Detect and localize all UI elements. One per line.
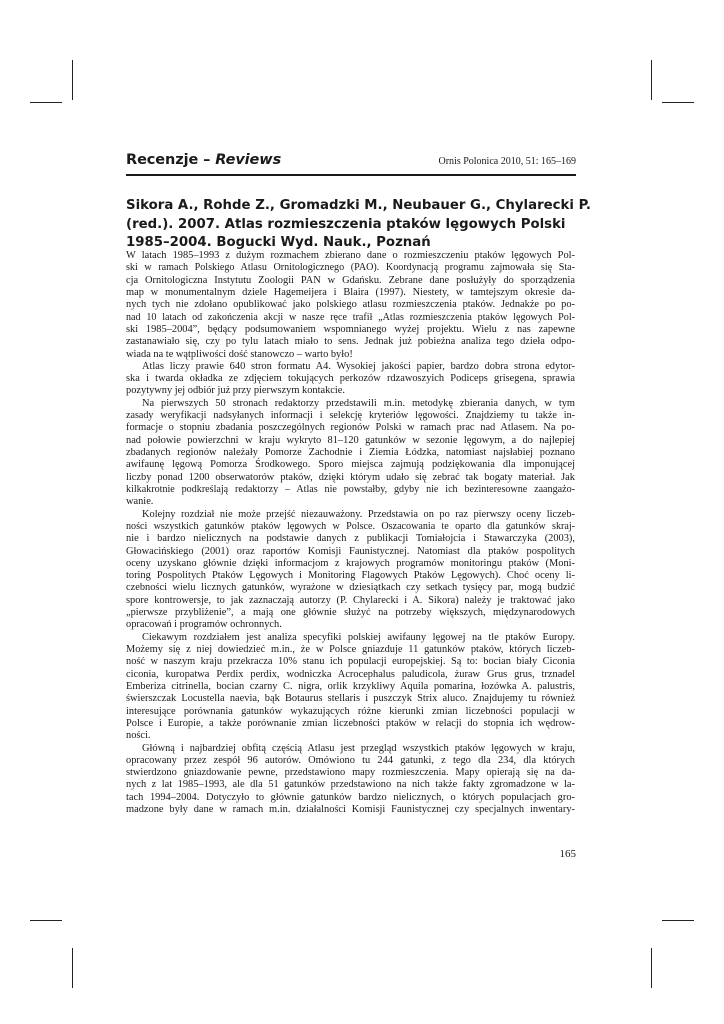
body-line: oceny uzyskano głównie dzięki informacjom z krajowych programów monitoringu ptaków (Moni- bbox=[126, 557, 575, 569]
body-line: Atlas liczy prawie 640 stron formatu A4. Wysokiej jakości papier, bardzo dobra strona edytor- bbox=[142, 360, 575, 372]
body-line: Ciekawym rozdziałem jest analiza specyfiki polskiej awifauny lęgowej na tle ptaków Europy. bbox=[142, 631, 575, 643]
body-line: Główną i najbardziej obfitą częścią Atlasu jest przegląd wszystkich ptaków lęgowych w kraju, bbox=[142, 742, 575, 754]
crop-mark-bottom-left-vertical bbox=[72, 948, 73, 988]
body-line: Emberiza citrinella, bocian czarny C. nigra, orlik krzykliwy Aquila pomarina, łozówka A. palustris, bbox=[126, 680, 575, 692]
crop-mark-top-right-horizontal bbox=[662, 102, 694, 103]
body-line: zasady weryfikacji nadsyłanych informacji i selekcję kryteriów lęgowości. Znajdziemy tu także in- bbox=[126, 410, 575, 422]
body-line: wiada na te wątpliwości dość stanowczo – warto było! bbox=[126, 348, 353, 360]
body-line: świerszczak Locustella naevia, bąk Botaurus stellaris i puszczyk Strix aluco. Znajdujemy tu również bbox=[126, 693, 575, 705]
body-line: cja Ornitologiczna Instytutu Zoologii PAN w Gdańsku. Zebrane dane posłużyły do sporządzenia bbox=[126, 274, 575, 286]
body-line: nie i bardzo nielicznych na podstawie danych z publikacji Tomiałojcia i Stawarczyka (2003), bbox=[126, 533, 575, 545]
page-number: 165 bbox=[559, 848, 576, 860]
body-line: ności wszystkich gatunków ptaków lęgowych w Polsce. Oszacowania te oparto dla gatunków skraj- bbox=[126, 520, 575, 532]
body-line: zbadanych regionów należały Pomorze Zachodnie i Ziemia Łódzka, natomiast najsłabiej poznano bbox=[126, 447, 575, 458]
body-line: nych tych nie zdołano opublikować jako polskiego atlasu rozmieszczenia ptaków. Jednakże po po- bbox=[126, 299, 575, 311]
body-line: Kolejny rozdział nie może przejść niezauważony. Przedstawia on po raz pierwszy oceny liczeb- bbox=[142, 508, 575, 520]
body-line: opracowań i programów ochronnych. bbox=[126, 619, 282, 631]
body-line: wanie. bbox=[126, 496, 154, 508]
body-line: nych z lat 1985–1993, ale dla 51 gatunków przedstawiono na nich także fakty zgromadzone w la- bbox=[126, 779, 575, 791]
body-line: W latach 1985–1993 z dużym rozmachem zbierano dane o rozmieszczeniu ptaków lęgowych Pol- bbox=[126, 250, 575, 261]
section-title-english: Reviews bbox=[215, 152, 282, 168]
section-title-polish: Recenzje – bbox=[126, 152, 211, 168]
body-line: Głowacińskiego (2001) oraz raportów Komisji Faunistycznej. Natomiast dla ptaków pospolitych bbox=[126, 545, 575, 557]
review-title-line: 1985–2004. Bogucki Wyd. Nauk., Poznań bbox=[126, 235, 431, 250]
body-line: nad 10 latach od zakończenia akcji w nasze ręce trafił „Atlas rozmieszczenia ptaków lęgowych Pol- bbox=[126, 311, 575, 323]
body-line: ności. bbox=[126, 730, 151, 742]
review-body bbox=[126, 250, 575, 816]
body-line: kilkakrotnie podkreślają redaktorzy – Atlas nie powstałby, gdyby nie ich bezinteresowne zaangażo- bbox=[126, 483, 575, 495]
body-line: interesujące porównania gatunków wykazujących różne kierunki zmian liczebności populacji w bbox=[126, 705, 575, 717]
body-line: czebności wielu licznych gatunków, wyrażone w dziesiątkach czy setkach tysięcy par, mogą budzić bbox=[126, 582, 575, 594]
review-title bbox=[126, 197, 591, 253]
review-title-line: (red.). 2007. Atlas rozmieszczenia ptaków lęgowych Polski bbox=[126, 216, 566, 232]
body-line: map w monumentalnym dziele Hagemeijera i Blaira (1997). Niestety, w tamtejszym okresie da- bbox=[126, 286, 575, 298]
body-line: pozytywny jej odbiór już przy pierwszym kontakcie. bbox=[126, 385, 346, 397]
body-line: zastanawiało się, czy po tylu latach miało to sens. Jednak już pobieżna analiza tego dzieła odpo- bbox=[126, 336, 575, 348]
review-title-line: Sikora A., Rohde Z., Gromadzki M., Neubauer G., Chylarecki P. bbox=[126, 198, 591, 213]
section-title bbox=[126, 152, 281, 168]
crop-mark-top-left-vertical bbox=[72, 60, 73, 100]
body-line: tach 1994–2004. Dotyczyło to głównie gatunków bardzo nielicznych, o których populacjach gro- bbox=[126, 791, 575, 803]
journal-reference: Ornis Polonica 2010, 51: 165–169 bbox=[438, 156, 576, 167]
body-line: opracowany przez zespół 96 autorów. Omówiono tu 244 gatunki, z tego dla 234, dla których bbox=[126, 754, 575, 766]
body-line: awifaunę lęgową Pomorza Środkowego. Sporo miejsca zajmują podziękowania dla imponującej bbox=[126, 459, 575, 471]
body-line: ność w naszym kraju przekracza 10% stanu ich populacji europejskiej. Są to: bocian biały Ciconia bbox=[126, 656, 575, 668]
crop-mark-bottom-right-horizontal bbox=[662, 920, 694, 921]
crop-mark-top-left-horizontal bbox=[30, 102, 62, 103]
body-line: toring Pospolitych Ptaków Lęgowych i Monitoring Flagowych Ptaków Lęgowych). Choć oceny li- bbox=[126, 570, 575, 582]
body-line: formacje o stopniu zbadania poszczególnych regionów Polski w ramach prac nad Atlasem. Na po- bbox=[126, 422, 575, 434]
body-line: Możemy się z niej dowiedzieć m.in., że w Polsce gniazduje 11 gatunków ptaków, których liczeb- bbox=[126, 644, 575, 655]
body-line: liczby ponad 1200 obserwatorów ptaków, dzięki którym udało się zebrać tak bogaty materiał. Jak bbox=[126, 471, 575, 483]
body-line: Polsce i Europie, a także porównanie zmian liczebności ptaków w relacji do stopnia ich wędrow- bbox=[126, 717, 575, 729]
crop-mark-bottom-left-horizontal bbox=[30, 920, 62, 921]
running-header bbox=[126, 150, 576, 174]
body-line: ski 1985–2004”, będący podsumowaniem wspomnianego wyżej projektu. Wielu z nas zapewne bbox=[126, 323, 575, 335]
body-line: spore kontrowersje, to jak zaznaczają autorzy (P. Chylarecki i A. Sikora) należy je traktować jako bbox=[126, 594, 575, 606]
crop-mark-top-right-vertical bbox=[651, 60, 652, 100]
header-rule bbox=[126, 174, 576, 176]
body-line: ski w ramach Polskiego Atlasu Ornitologicznego (PAO). Koordynacją programu zajmowała się Sta- bbox=[126, 262, 575, 274]
body-line: stwierdzono gniazdowanie pewne, przedstawiono mapy rozmieszczenia. Mapy opierają się na da- bbox=[126, 767, 575, 779]
crop-mark-bottom-right-vertical bbox=[651, 948, 652, 988]
body-line: nad połowie powierzchni w kraju wykryto 81–120 gatunków w sezonie lęgowym, a do najlepiej bbox=[126, 434, 575, 446]
body-line: Na pierwszych 50 stronach redaktorzy przedstawili m.in. metodykę zbierania danych, w tym bbox=[142, 397, 575, 409]
body-line: ciconia, kuropatwa Perdix perdix, wodniczka Acrocephalus paludicola, żuraw Grus grus, trznadel bbox=[126, 668, 575, 680]
body-line: madzone były dane w ramach m.in. działalności Komisji Faunistycznej czy specjalnych inwentary- bbox=[126, 804, 575, 816]
body-line: „pierwsze przybliżenie”, a mają one głównie służyć na potrzeby większych, międzynarodowych bbox=[126, 607, 575, 619]
body-line: ska i twarda okładka ze zdjęciem tokujących perkozów rdzawoszyich Podiceps grisegena, sprawia bbox=[126, 373, 575, 385]
